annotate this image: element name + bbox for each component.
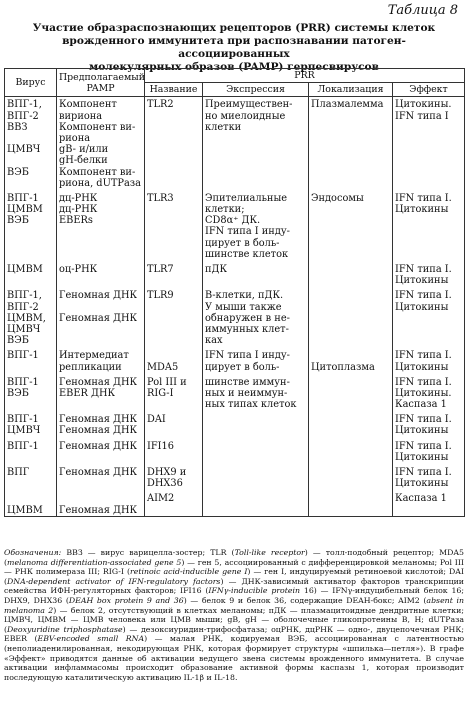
cell-line: DHX36 <box>147 478 183 490</box>
prr-table <box>4 68 465 517</box>
cell-effect <box>393 373 465 411</box>
cell-name <box>145 489 203 516</box>
note-fragment: ) — белок 2, отсутствующий в клетках меланомы; пДК — плазмацитоидные дендритные клетки; ЦМВЧ, ЦМВМ — ЦМВ человека или ЦМВ мыши; gB, gH — оболочечные гликопротеины B, H; dUTPаза ( <box>4 605 464 634</box>
cell-line: Геномная ДНК <box>59 414 138 426</box>
table-row <box>5 189 465 260</box>
note-fragment: ВВЗ — вирус варицелла-зостер; TLR ( <box>66 548 235 557</box>
cell-line: ных и неиммун- <box>205 387 288 399</box>
cell-name <box>145 97 203 189</box>
cell-line <box>7 399 54 410</box>
cell-line: ВПГ-1 <box>7 414 39 426</box>
cell-line: ЦМВЧ <box>7 144 41 156</box>
cell-line <box>311 414 390 425</box>
cell-line <box>7 452 54 463</box>
cell-line <box>7 362 54 373</box>
cell-effect <box>393 437 465 463</box>
cell-localization <box>309 189 393 260</box>
cell-expression <box>203 97 309 189</box>
cell-line: Эпителиальные <box>205 192 288 204</box>
cell-line: DHX9 и <box>147 467 187 479</box>
cell-line: риона <box>59 132 91 144</box>
cell-line: ЦМВМ <box>7 264 43 276</box>
cell-name <box>145 410 203 436</box>
note-fragment: DEAH box protein 9 and 36 <box>68 595 184 605</box>
cell-line <box>147 425 200 436</box>
note-fragment: melanoma differentiation-associated gene 5 <box>7 557 182 567</box>
cell-line: Цитокины <box>395 204 449 216</box>
note-fragment: IFNγ-inducible protein <box>208 586 301 596</box>
cell-line: ВПГ-1 <box>7 350 39 362</box>
title-line: Участие образраспознающих рецепторов (PRR) системы клеток <box>32 22 436 34</box>
header-effect: Эффект <box>393 83 465 97</box>
cell-line: IFN типа I. <box>395 290 452 302</box>
cell-virus <box>5 437 57 463</box>
note-fragment: ) — ген I, индуцируемый ретиноевой кислотой; DAI ( <box>4 567 464 586</box>
cell-line: Преимуществен- <box>205 99 293 111</box>
cell-pamp <box>57 189 145 260</box>
cell-line: клетки <box>205 121 242 133</box>
table-row <box>5 346 465 372</box>
cell-line: ВВЗ <box>7 121 28 133</box>
cell-line <box>59 399 142 410</box>
cell-line <box>59 238 142 249</box>
cell-line: репликации <box>59 361 122 373</box>
cell-line <box>395 505 462 516</box>
cell-line: IFN типа I. <box>395 264 452 276</box>
header-name: Название <box>145 83 203 97</box>
table-body <box>5 97 465 516</box>
cell-line <box>147 505 200 516</box>
cell-line <box>59 302 142 313</box>
header-pamp-line: Предполагаемый <box>59 71 145 83</box>
note-fragment: Toll-like receptor <box>234 548 305 557</box>
cell-expression <box>203 373 309 411</box>
cell-line: IFN типа I <box>395 110 449 122</box>
cell-line: Геномная ДНК <box>59 504 138 516</box>
cell-line: IFN типа I инду- <box>205 226 290 238</box>
cell-pamp <box>57 489 145 516</box>
cell-line: ных типах клеток <box>205 399 297 411</box>
cell-line: ВПГ-2 <box>7 110 39 122</box>
note-fragment: retinoic acid-inducible gene I <box>129 567 248 577</box>
cell-line: ВПГ-1, <box>7 290 42 302</box>
cell-line: Интермедиат <box>59 350 129 362</box>
cell-localization <box>309 97 393 189</box>
cell-line <box>59 324 142 335</box>
cell-effect <box>393 189 465 260</box>
cell-line: цирует в боль- <box>205 237 280 249</box>
cell-line <box>205 441 306 452</box>
table-label: Таблица 8 <box>387 3 458 18</box>
cell-line <box>311 467 390 478</box>
cell-line: У мыши также <box>205 301 282 313</box>
cell-line: TLR7 <box>147 264 174 276</box>
cell-line: вириона <box>59 110 103 122</box>
cell-line <box>59 493 142 504</box>
cell-line: IFN типа I. <box>395 440 452 452</box>
cell-name <box>145 346 203 372</box>
cell-line: Компонент <box>59 99 117 111</box>
cell-pamp <box>57 346 145 372</box>
cell-line: gB- и/или <box>59 144 109 156</box>
header-virus: Вирус <box>5 69 57 97</box>
cell-line: Цитокины <box>395 451 449 463</box>
cell-virus <box>5 489 57 516</box>
table-row <box>5 410 465 436</box>
cell-line <box>59 249 142 260</box>
note-fragment: ) — малая РНК, кодируемая ВЭБ, ассоциированная с латентностью (неполиаденилированная, некодирующая РНК, которая формирует структуры «шпилька—петля»). В графе «Эффект» приводятся данные об активации ведущего звена системы врожденного иммунитета. В случае активации инфламмасомы происходит образование активной формы каспазы 1, которая производит последующую каталитическую активацию IL-1β и IL-18. <box>4 634 464 682</box>
table-row <box>5 463 465 489</box>
cell-line <box>7 178 54 189</box>
cell-line <box>311 377 390 388</box>
cell-effect <box>393 260 465 286</box>
cell-line <box>7 155 54 166</box>
cell-expression <box>203 260 309 286</box>
cell-line: иммунных клет- <box>205 323 289 335</box>
cell-line: IFN типа I. <box>395 192 452 204</box>
cell-expression <box>203 489 309 516</box>
cell-line: Компонент ви- <box>59 121 136 133</box>
cell-line: оц-РНК <box>59 264 98 276</box>
cell-line: дц-РНК <box>59 192 98 204</box>
cell-line <box>7 238 54 249</box>
cell-effect <box>393 346 465 372</box>
cell-line: цирует в боль- <box>205 361 280 373</box>
note-fragment: ) — дезоксиуридин-трифосфатаза; оцРНК, дцРНК — одно-, двуцепочечная РНК; EBER ( <box>4 624 464 644</box>
header-expression: Экспрессия <box>203 83 309 97</box>
title-line: молекулярных образов (PAMP) герпесвирусов <box>89 61 379 73</box>
cell-pamp <box>57 286 145 346</box>
cell-expression <box>203 286 309 346</box>
cell-line: обнаружен в не- <box>205 312 290 324</box>
header-localization: Локализация <box>309 83 393 97</box>
cell-line: gH-белки <box>59 155 108 167</box>
cell-expression <box>203 410 309 436</box>
cell-line: Геномная ДНК <box>59 440 138 452</box>
cell-line: Цитокины. <box>395 99 452 111</box>
cell-line: В-клетки, пДК. <box>205 290 284 302</box>
cell-line: ВПГ <box>7 467 30 479</box>
cell-line: Цитокины. <box>395 387 452 399</box>
cell-name <box>145 286 203 346</box>
cell-line: ЦМВЧ <box>7 425 41 437</box>
cell-line: Геномная ДНК <box>59 376 138 388</box>
cell-line: ВПГ-1 <box>7 192 39 204</box>
cell-localization <box>309 346 393 372</box>
note-fragment: DNA-dependent activator of IFN-regulatory factors <box>7 576 221 586</box>
cell-line: Геномная ДНК <box>59 312 138 324</box>
cell-line: шинстве клеток <box>205 248 289 260</box>
cell-line: Компонент ви- <box>59 166 136 178</box>
cell-virus <box>5 463 57 489</box>
cell-line <box>311 441 390 452</box>
cell-effect <box>393 410 465 436</box>
cell-line: MDA5 <box>147 361 179 373</box>
cell-effect <box>393 97 465 189</box>
cell-line <box>7 493 54 504</box>
cell-line: риона, dUTPаза <box>59 177 141 189</box>
note-fragment: EBV-encoded small RNA <box>37 634 145 644</box>
header-pamp-line: PAMP <box>86 82 115 94</box>
cell-expression <box>203 346 309 372</box>
cell-line: EBERs <box>59 215 93 227</box>
cell-pamp <box>57 97 145 189</box>
cell-line: дц-РНК <box>59 204 98 216</box>
cell-line: DAI <box>147 414 166 426</box>
cell-line: IFN типа I. <box>395 467 452 479</box>
cell-line: TLR3 <box>147 192 174 204</box>
cell-line: Цитокины <box>395 361 449 373</box>
cell-line: ЦМВЧ <box>7 323 41 335</box>
note-fragment: ) — ген 5, ассоциированный с дифференцировкой меланомы; Pol III — РНК полимераза III; RIG-I ( <box>4 557 464 577</box>
cell-virus <box>5 373 57 411</box>
cell-line <box>7 226 54 237</box>
cell-line: EBER ДНК <box>59 387 116 399</box>
cell-pamp <box>57 463 145 489</box>
cell-line <box>311 350 390 361</box>
cell-line <box>147 399 200 410</box>
note-fragment: ) — белок 9 и белок 36, содержащие DEAH-бокс; AIM2 ( <box>183 595 427 605</box>
cell-line <box>59 478 142 489</box>
cell-line <box>59 335 142 346</box>
table-row <box>5 373 465 411</box>
cell-localization <box>309 373 393 411</box>
cell-line <box>311 264 390 275</box>
cell-line <box>7 478 54 489</box>
cell-line: AIM2 <box>147 493 175 505</box>
table-row <box>5 286 465 346</box>
cell-line: IFN типа I. <box>395 350 452 362</box>
cell-line: ЦМВМ <box>7 204 43 216</box>
cell-pamp <box>57 260 145 286</box>
cell-name <box>145 437 203 463</box>
cell-localization <box>309 489 393 516</box>
cell-name <box>145 189 203 260</box>
cell-line: шинстве иммун- <box>205 376 290 388</box>
cell-line: Цитокины <box>395 301 449 313</box>
cell-line: Каспаза 1 <box>395 493 447 505</box>
cell-virus <box>5 410 57 436</box>
cell-line <box>59 452 142 463</box>
cell-line <box>7 249 54 260</box>
note-fragment: ) — толл-подобный рецептор; MDA5 ( <box>4 548 464 567</box>
cell-line: клетки; <box>205 204 245 216</box>
cell-effect <box>393 463 465 489</box>
cell-localization <box>309 437 393 463</box>
cell-line <box>205 414 306 425</box>
cell-pamp <box>57 437 145 463</box>
cell-virus <box>5 346 57 372</box>
cell-effect <box>393 286 465 346</box>
cell-line: IFN типа I. <box>395 414 452 426</box>
cell-localization <box>309 463 393 489</box>
cell-line <box>59 226 142 237</box>
cell-line: IFN типа I инду- <box>205 350 290 362</box>
cell-line: Эндосомы <box>311 192 364 204</box>
header-pamp <box>57 69 145 97</box>
cell-line: ЦМВМ <box>7 504 43 516</box>
cell-expression <box>203 463 309 489</box>
note-fragment: absent in melanoma 2 <box>4 595 464 615</box>
cell-line: ВЭБ <box>7 215 29 227</box>
cell-expression <box>203 437 309 463</box>
cell-pamp <box>57 410 145 436</box>
cell-pamp <box>57 373 145 411</box>
note-fragment: ) — ДНК-зависимый активатор факторов транскрипции семейства ИФН-регуляторных факторов; IFI16 ( <box>4 576 465 596</box>
cell-line: Геномная ДНК <box>59 467 138 479</box>
cell-virus <box>5 260 57 286</box>
cell-line: ВПГ-2 <box>7 301 39 313</box>
cell-line: ВЭБ <box>7 166 29 178</box>
cell-line <box>7 133 54 144</box>
note-fragment: Обозначения: <box>4 548 67 557</box>
cell-line <box>311 290 390 301</box>
cell-line: ВПГ-1 <box>7 376 39 388</box>
cell-line <box>205 467 306 478</box>
cell-virus <box>5 97 57 189</box>
header-prr: PRR <box>145 69 465 83</box>
cell-name <box>145 373 203 411</box>
cell-name <box>145 463 203 489</box>
table-notes <box>4 548 464 682</box>
cell-line: ВЭБ <box>7 335 29 347</box>
cell-line: Каспаза 1 <box>395 399 447 411</box>
cell-line <box>147 452 200 463</box>
note-fragment: Deoxyuridine triphosphatase <box>7 624 123 634</box>
cell-line: TLR9 <box>147 290 174 302</box>
cell-virus <box>5 286 57 346</box>
cell-name <box>145 260 203 286</box>
table-row <box>5 260 465 286</box>
cell-expression <box>203 189 309 260</box>
cell-localization <box>309 410 393 436</box>
table-title <box>20 22 448 74</box>
cell-line: CD8α⁺ ДК. <box>205 215 261 227</box>
cell-line: IFI16 <box>147 440 175 452</box>
cell-line: Плазмалемма <box>311 99 384 111</box>
cell-line <box>205 493 306 504</box>
cell-line: Геномная ДНК <box>59 290 138 302</box>
table-row <box>5 97 465 189</box>
title-line: врожденного иммунитета при распознавании патоген-ассоциированных <box>62 35 406 60</box>
cell-line: RIG-I <box>147 387 174 399</box>
cell-localization <box>309 286 393 346</box>
note-fragment: 16) — IFNγ-индуцибельный белок 16; DHX9, DHX36 ( <box>4 586 465 605</box>
cell-line: TLR2 <box>147 99 174 111</box>
cell-line: ках <box>205 335 223 347</box>
cell-line: пДК <box>205 264 228 276</box>
cell-line: ВПГ-1 <box>7 440 39 452</box>
cell-line: ВПГ-1, <box>7 99 42 111</box>
cell-line: но миелоидные <box>205 110 286 122</box>
cell-line: Цитокины <box>395 425 449 437</box>
cell-line: Pol III и <box>147 376 187 388</box>
cell-line: Геномная ДНК <box>59 425 138 437</box>
cell-effect <box>393 489 465 516</box>
cell-line <box>311 493 390 504</box>
cell-line: ЦМВМ, <box>7 312 46 324</box>
cell-line: Цитокины <box>395 275 449 287</box>
cell-localization <box>309 260 393 286</box>
cell-line: ВЭБ <box>7 387 29 399</box>
cell-line: IFN типа I. <box>395 376 452 388</box>
table-row <box>5 437 465 463</box>
cell-line <box>147 350 200 361</box>
table-row <box>5 489 465 516</box>
cell-line: Цитокины <box>395 478 449 490</box>
cell-virus <box>5 189 57 260</box>
cell-line: Цитоплазма <box>311 361 375 373</box>
